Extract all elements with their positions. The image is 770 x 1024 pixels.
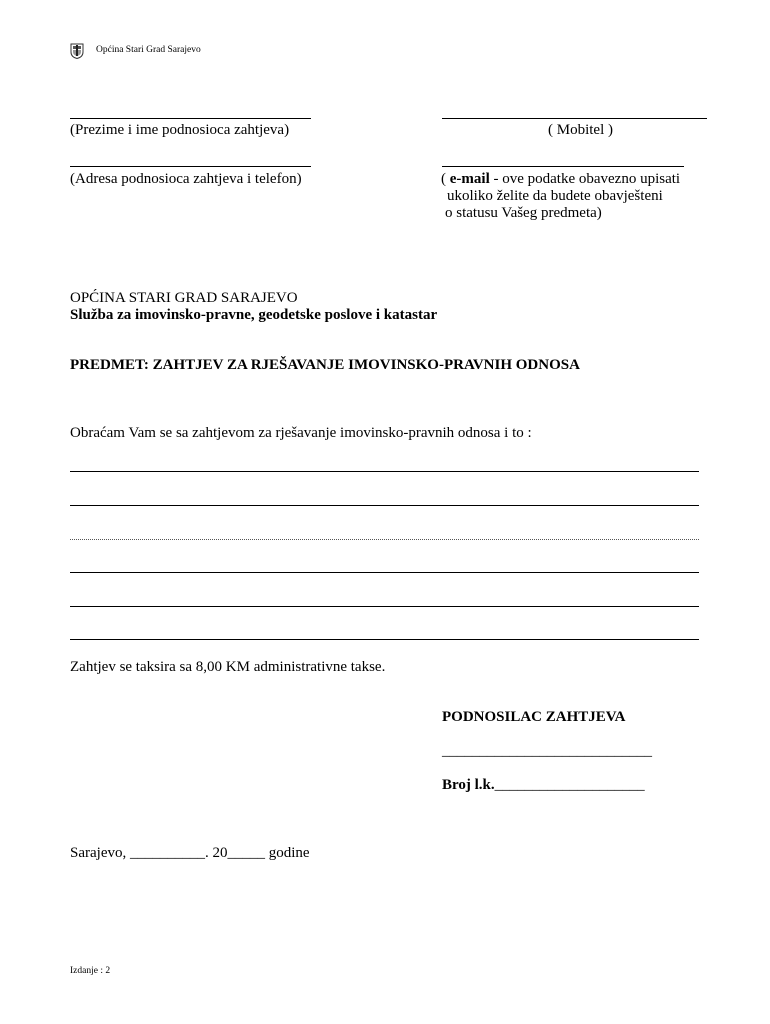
coat-of-arms-icon (70, 43, 84, 59)
id-number-field[interactable] (442, 777, 645, 794)
mobile-label: ( Mobitel ) (548, 122, 613, 138)
request-line-6[interactable] (70, 639, 699, 640)
request-line-2[interactable] (70, 505, 699, 506)
edition-label: Izdanje : 2 (70, 966, 111, 976)
email-note-line2: ukoliko želite da budete obavještеni (447, 188, 663, 204)
email-bold: e-mail (449, 171, 490, 187)
email-prefix: ( (441, 171, 450, 187)
address-label: (Adresa podnosioca zahtjeva i telefon) (70, 171, 302, 187)
request-line-1[interactable] (70, 471, 699, 472)
email-field-line[interactable] (442, 166, 684, 167)
email-note-line1: - ove podatke obavezno upisati (489, 171, 681, 187)
email-note-line3: o statusu Vašeg predmeta) (445, 205, 602, 221)
email-label (441, 171, 680, 188)
request-line-3[interactable] (70, 539, 699, 540)
name-label: (Prezime i ime podnosioca zahtjeva) (70, 122, 290, 138)
subject-line: PREDMET: ZAHTJEV ZA RJEŠAVANJE IMOVINSKO-PRAVNIH ODNOSA (70, 357, 580, 373)
mobile-field-line[interactable] (442, 118, 707, 119)
recipient-municipality: OPĆINA STARI GRAD SARAJEVO (70, 290, 298, 306)
signature-title: PODNOSILAC ZAHTJEVA (442, 709, 626, 725)
request-intro: Obraćam Vam se sa zahtjevom za rješavanje imovinsko-pravnih odnosa i to : (70, 425, 532, 441)
recipient-service: Služba za imovinsko-pravne, geodetske poslove i katastar (70, 307, 438, 323)
address-field-line[interactable] (70, 166, 311, 167)
place-date-line[interactable]: Sarajevo, __________. 20_____ godine (70, 845, 310, 861)
id-blank: ____________________ (494, 777, 645, 793)
header-municipality: Općina Stari Grad Sarajevo (96, 45, 201, 55)
id-label: Broj l.k. (442, 777, 495, 793)
request-line-4[interactable] (70, 572, 699, 573)
name-field-line[interactable] (70, 118, 311, 119)
signature-blank[interactable]: ____________________________ (442, 743, 652, 759)
request-line-5[interactable] (70, 606, 699, 607)
fee-note: Zahtjev se taksira sa 8,00 KM administrativne takse. (70, 659, 386, 675)
